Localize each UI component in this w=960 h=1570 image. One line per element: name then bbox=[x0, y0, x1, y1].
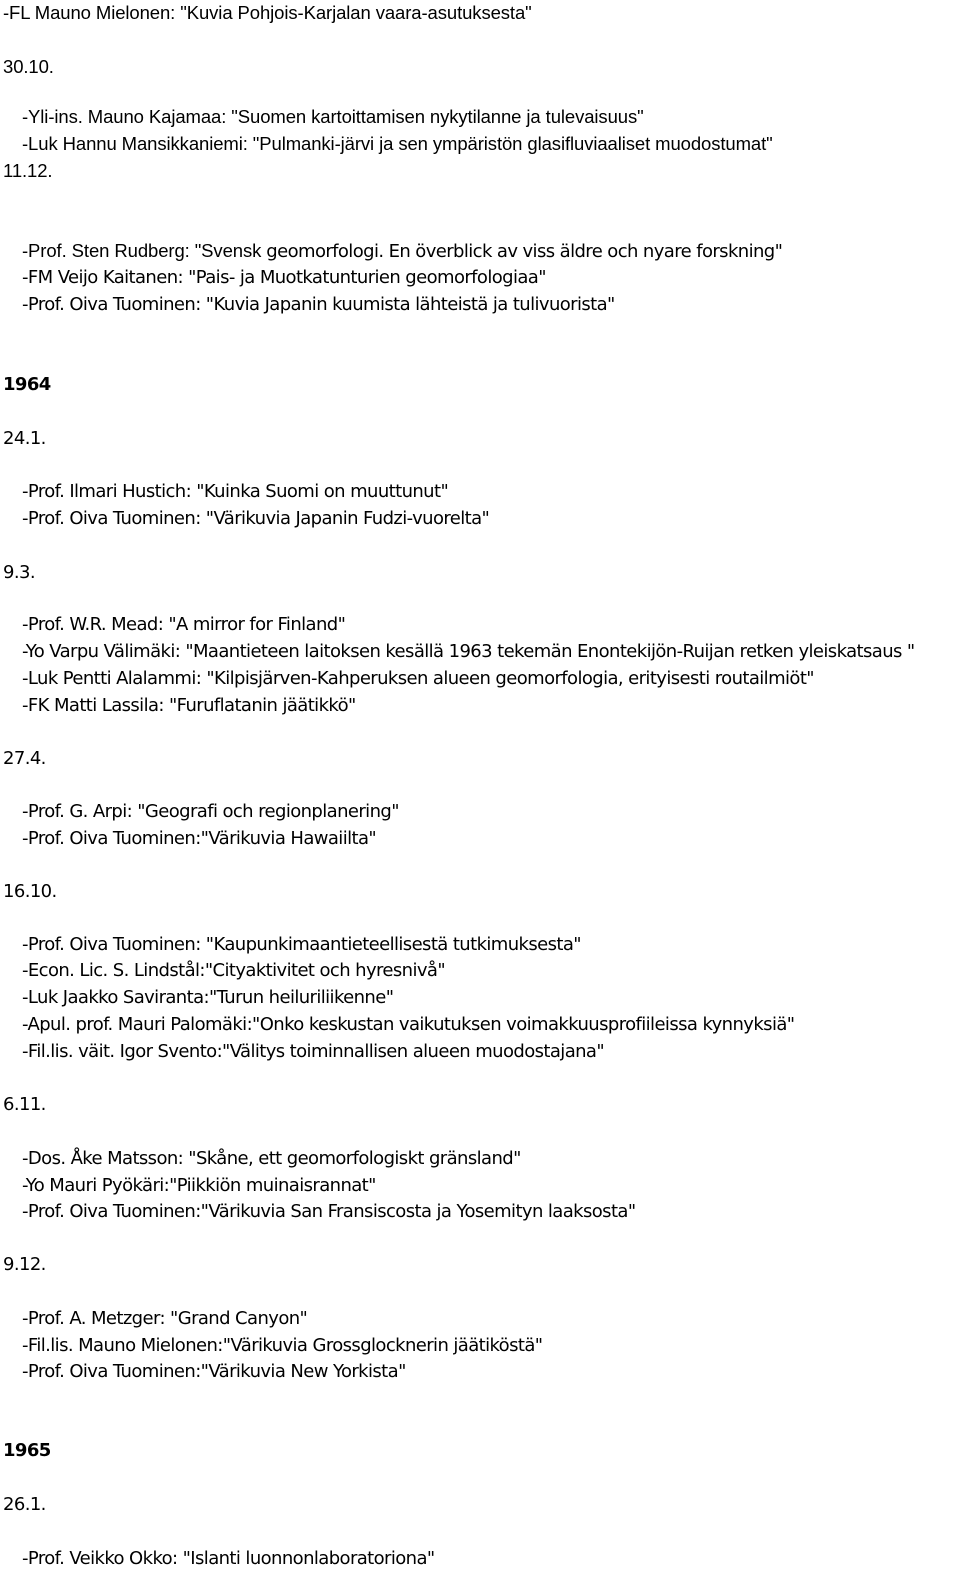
lecture-entry: -Prof. Veikko Okko: "Islanti luonnonlaboratoriona" bbox=[22, 1548, 435, 1569]
lecture-entry: -Yli-ins. Mauno Kajamaa: "Suomen kartoittamisen nykytilanne ja tulevaisuus" bbox=[22, 106, 644, 127]
lecture-entry: -Luk Jaakko Saviranta:"Turun heiluriliikenne" bbox=[22, 987, 394, 1008]
date-heading: 9.3. bbox=[3, 562, 35, 583]
lecture-entry: -Prof. Oiva Tuominen:"Värikuvia San Fransiscosta ja Yosemityn laaksosta" bbox=[22, 1201, 636, 1222]
date-heading: 6.11. bbox=[3, 1094, 46, 1115]
year-heading: 1964 bbox=[3, 374, 51, 395]
date-heading: 24.1. bbox=[3, 428, 46, 449]
lecture-entry: -FK Matti Lassila: "Furuflatanin jäätikkö" bbox=[22, 695, 356, 716]
date-heading: 9.12. bbox=[3, 1254, 46, 1275]
lecture-entry: -Econ. Lic. S. Lindstål:"Cityaktivitet och hyresnivå" bbox=[22, 960, 446, 981]
lecture-entry: -Prof. W.R. Mead: "A mirror for Finland" bbox=[22, 614, 346, 635]
lecture-entry: -Luk Pentti Alalammi: "Kilpisjärven-Kahperuksen alueen geomorfologia, erityisesti routailmiöt" bbox=[22, 668, 814, 689]
lecture-entry: -Fil.lis. Mauno Mielonen:"Värikuvia Grossglocknerin jäätiköstä" bbox=[22, 1335, 543, 1356]
lecture-entry: -Prof. A. Metzger: "Grand Canyon" bbox=[22, 1308, 308, 1329]
lecture-entry: -FM Veijo Kaitanen: "Pais- ja Muotkatunturien geomorfologiaa" bbox=[22, 267, 546, 288]
date-heading: 27.4. bbox=[3, 748, 46, 769]
date-heading: 26.1. bbox=[3, 1494, 46, 1515]
lecture-entry: -Prof. Ilmari Hustich: "Kuinka Suomi on muuttunut" bbox=[22, 481, 449, 502]
lecture-entry: -Prof. Oiva Tuominen:"Värikuvia Hawaiilta" bbox=[22, 828, 377, 849]
year-heading: 1965 bbox=[3, 1440, 51, 1461]
lecture-entry: -Luk Hannu Mansikkaniemi: "Pulmanki-järvi ja sen ympäristön glasifluviaaliset muodostumat" bbox=[22, 133, 773, 154]
lecture-entry: -Prof. Sten Rudberg: "Svensk geomorfologi. En överblick av viss äldre och nyare forskning" bbox=[22, 240, 783, 262]
lecture-entry: -Prof. G. Arpi: "Geografi och regionplanering" bbox=[22, 801, 399, 822]
lecture-entry: -Apul. prof. Mauri Palomäki:"Onko keskustan vaikutuksen voimakkuusprofiileissa kynnyksiä" bbox=[22, 1014, 795, 1035]
lecture-entry: -Fil.lis. väit. Igor Svento:"Välitys toiminnallisen alueen muodostajana" bbox=[22, 1041, 605, 1062]
lecture-entry: -Yo Varpu Välimäki: "Maantieteen laitoksen kesällä 1963 tekemän Enontekijön-Ruijan retken yleiskatsaus " bbox=[22, 641, 915, 662]
lecture-entry: -Yo Mauri Pyökäri:"Piikkiön muinaisrannat" bbox=[22, 1175, 376, 1196]
lecture-entry: -Prof. Oiva Tuominen:"Värikuvia New Yorkista" bbox=[22, 1361, 406, 1382]
date-heading: 11.12. bbox=[3, 160, 53, 181]
date-heading: 16.10. bbox=[3, 881, 57, 902]
lecture-entry: -Prof. Oiva Tuominen: "Kaupunkimaantieteellisestä tutkimuksesta" bbox=[22, 934, 581, 955]
date-heading: 30.10. bbox=[3, 56, 54, 77]
lecture-entry: -FL Mauno Mielonen: "Kuvia Pohjois-Karjalan vaara-asutuksesta" bbox=[3, 2, 532, 23]
lecture-entry: -Dos. Åke Matsson: "Skåne, ett geomorfologiskt gränsland" bbox=[22, 1148, 521, 1169]
lecture-entry: -Prof. Oiva Tuominen: "Värikuvia Japanin Fudzi-vuorelta" bbox=[22, 508, 490, 529]
lecture-entry: -Prof. Oiva Tuominen: "Kuvia Japanin kuumista lähteistä ja tulivuorista" bbox=[22, 294, 615, 315]
